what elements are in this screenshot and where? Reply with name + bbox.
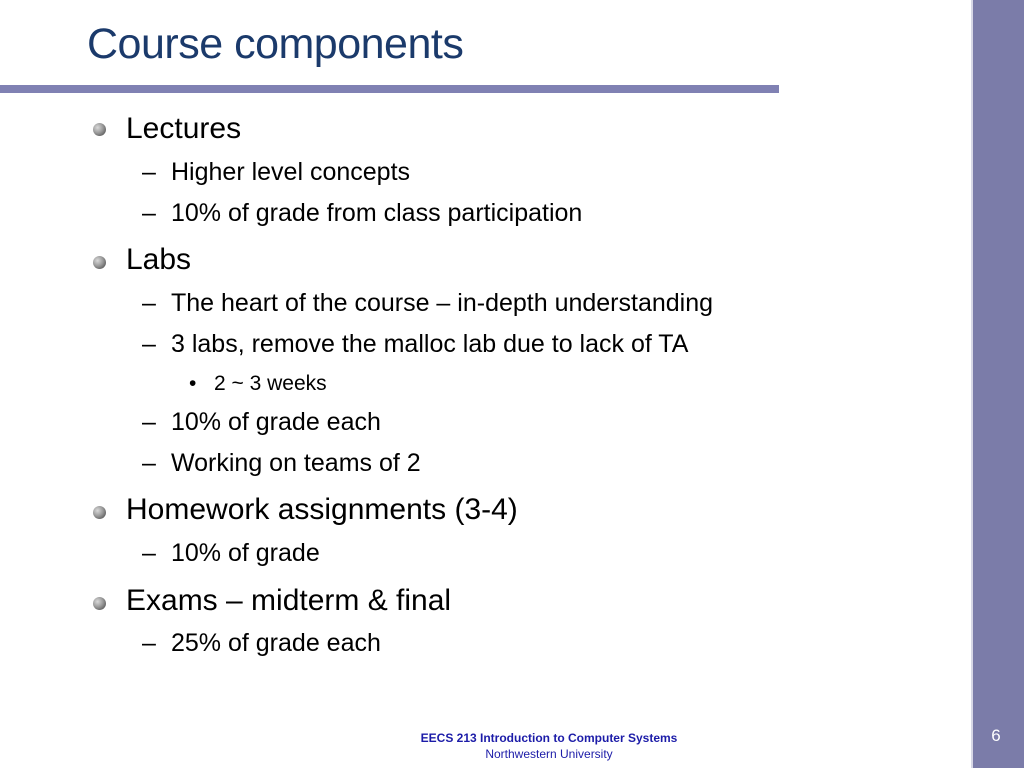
side-band <box>973 0 1024 768</box>
dash-bullet-icon: – <box>142 408 156 436</box>
slide-footer <box>399 730 699 762</box>
slide-title: Course components <box>87 20 464 68</box>
dot-bullet-icon: • <box>189 372 197 395</box>
page-number: 6 <box>991 726 1001 745</box>
dash-bullet-icon: – <box>142 330 156 358</box>
dash-bullet-icon: – <box>142 158 156 186</box>
dash-bullet-icon: – <box>142 629 156 657</box>
sub-bullet-item: The heart of the course – in-depth understanding <box>171 289 714 317</box>
sub-bullet-item: 10% of grade each <box>171 408 381 436</box>
footer-university: Northwestern University <box>485 747 613 761</box>
dash-bullet-icon: – <box>142 289 156 317</box>
sphere-bullet-icon <box>93 597 106 610</box>
sub-bullet-item: 3 labs, remove the malloc lab due to lack of TA <box>171 330 689 358</box>
bullet-item-exams: Exams – midterm & final <box>126 584 452 617</box>
sub-bullet-item: 25% of grade each <box>171 629 381 657</box>
dash-bullet-icon: – <box>142 449 156 477</box>
bullet-item-homework: Homework assignments (3-4) <box>126 493 518 526</box>
dash-bullet-icon: – <box>142 199 156 227</box>
sub-bullet-item: 10% of grade <box>171 539 320 567</box>
sub-bullet-item: 10% of grade from class participation <box>171 199 583 227</box>
sphere-bullet-icon <box>93 506 106 519</box>
sub-bullet-item: Higher level concepts <box>171 158 411 186</box>
dash-bullet-icon: – <box>142 539 156 567</box>
sphere-bullet-icon <box>93 256 106 269</box>
bullet-item-labs: Labs <box>126 243 192 276</box>
sub-sub-bullet-item: 2 ~ 3 weeks <box>214 372 327 395</box>
sub-bullet-item: Working on teams of 2 <box>171 449 421 477</box>
sphere-bullet-icon <box>93 123 106 136</box>
footer-course-name: EECS 213 Introduction to Computer Systems <box>420 731 678 745</box>
bullet-item-lectures: Lectures <box>126 112 242 145</box>
